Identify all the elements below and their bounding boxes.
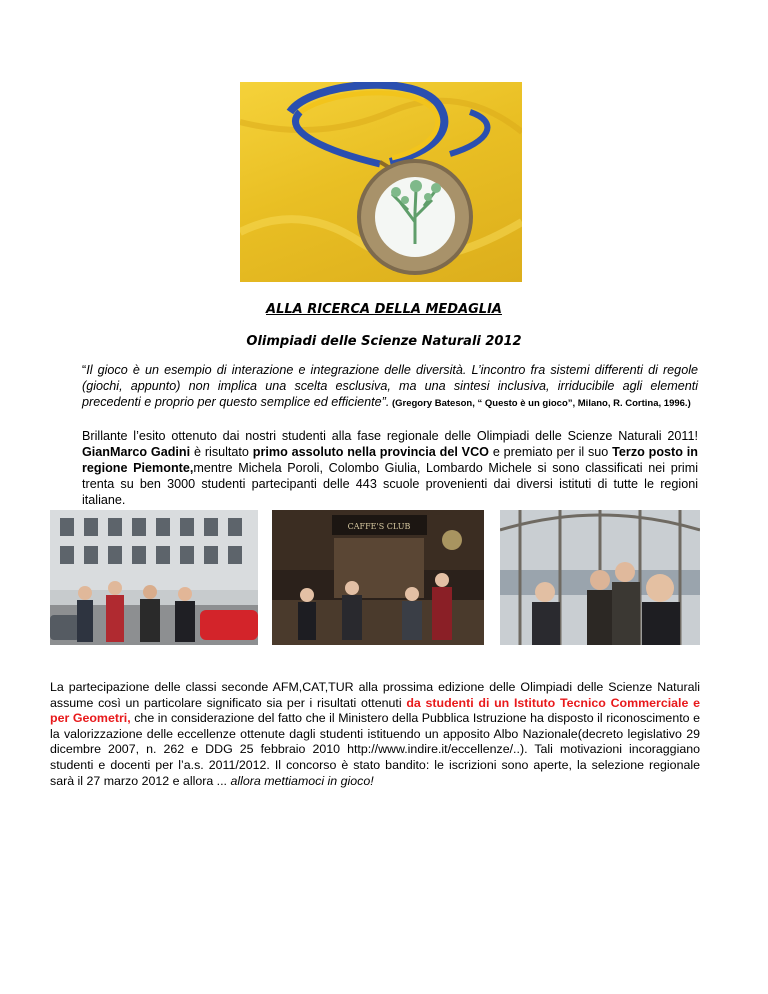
results-paragraph: [82, 428, 698, 508]
para2-text-1: La partecipazione delle classi seconde AFM,CAT,TUR alla prossima edizione delle Olimpiadi delle Scienze Naturali assume così un particolare significato sia per i risultati ottenuti: [50, 680, 700, 710]
first-place-text: primo assoluto nella provincia del VCO: [252, 445, 489, 459]
para2-text-2: che in considerazione del fatto che il Ministero della Pubblica Istruzione ha disposto il riconoscimento e la valorizzazione delle eccellenze ottenute dagli studenti istituendo un apposito Albo Nazionale(decreto legislativo 29 dicembre 2007, n. 262 e DDG 25 febbraio 2010 http://www.indire.it/eccellenze/..). Tali motivazioni incoraggiano studenti e docenti per l’a.s. 2011/2012. Il concorso è stato bandito: le iscrizioni sono aperte, la selezione regionale sarà il 27 marzo 2012 e allora ...: [50, 711, 700, 788]
photo-strip: [0, 510, 768, 645]
bateson-quote: [82, 362, 698, 412]
photo-cafe-group: [272, 510, 484, 645]
quote-open-mark: “: [82, 363, 87, 377]
para1-text-2: è risultato: [190, 445, 253, 459]
medal-photo: [240, 82, 522, 282]
school-highlight: da studenti di un Istituto Tecnico Commerciale e per Geometri,: [50, 695, 700, 726]
photo-street-group: [50, 510, 258, 645]
student-name: GianMarco Gadini: [82, 445, 191, 459]
para1-text-4: mentre Michela Poroli, Colombo Giulia, Lombardo Michele si sono classificati nei primi trenta su ben 3000 studenti partecipanti delle 443 scuole provenienti dai diversi istituti di tutte le regioni italiane.: [82, 461, 699, 507]
photo-lookout-group: [500, 510, 700, 645]
third-place-text: Terzo posto in regione Piemonte,: [82, 445, 698, 475]
para1-text-3: e premiato per il suo: [488, 445, 613, 459]
para1-text-1: Brillante l’esito ottenuto dai nostri studenti alla fase regionale delle Olimpiadi delle Scienze Naturali 2011!: [82, 429, 698, 443]
participation-paragraph: [50, 680, 700, 789]
page-subtitle: Olimpiadi delle Scienze Naturali 2012: [246, 334, 522, 349]
closing-call: allora mettiamoci in gioco!: [230, 773, 374, 788]
quote-text: Il gioco è un esempio di interazione e integrazione delle diversità. L’incontro fra sistemi differenti di regole (giochi, appunto) non implica una scelta esclusiva, ma una sintesi inclusiva, irriducibile agli elementi precedenti e proprio per questo semplice ed efficiente”.: [82, 363, 698, 409]
quote-source: (Gregory Bateson, “ Questo è un gioco”, Milano, R. Cortina, 1996.): [389, 398, 691, 409]
cafe-sign-text: CAFFE'S CLUB: [347, 522, 411, 531]
page-title: ALLA RICERCA DELLA MEDAGLIA: [266, 302, 502, 317]
